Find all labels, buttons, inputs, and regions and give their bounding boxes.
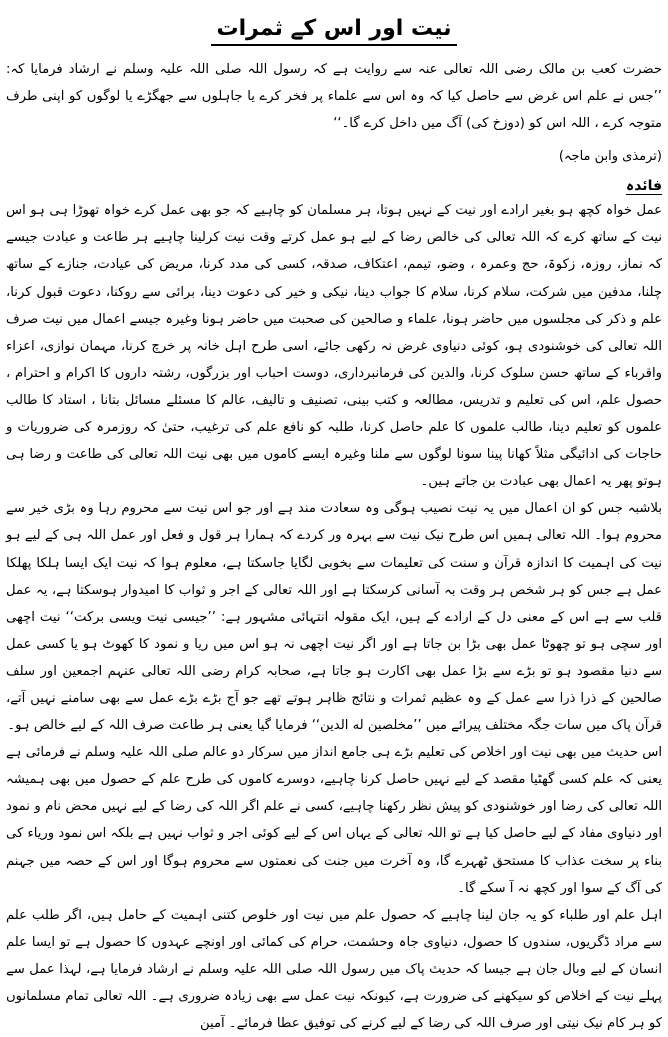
- faida-heading: [6, 175, 662, 197]
- paragraph-3: اس حدیث میں بھی نیت اور اخلاص کی تعلیم بڑے ہی جامع انداز میں سرکار دو عالم صلی اللہ علیہ وسلم نے فرمائی ہے یعنی کہ علم کسی گھٹیا مقصد کے لیے نہیں حاصل کرنا چاہیے، دوسرے کاموں کی طرح علم کے حصول میں بھی ہمیشہ اللہ تعالی کی رضا اور خوشنودی کو پیش نظر رکھنا چاہیے، کسی نے علم اگر اللہ کی رضا کے لیے نہیں محض نام و نمود اور دنیاوی مفاد کے لیے حاصل کیا ہے تو اللہ تعالی کے یہاں اس کے لیے کوئی اجر و ثواب نہیں ہے بلکہ اس نمود وریاء کی بناء پر سخت عذاب کا مستحق ٹھہرے گا، وہ آخرت میں جنت کی نعمتوں سے محروم ہوگا اور اس کے حصہ میں جہنم کی آگ کے سوا اور کچھ نہ آ سکے گا۔: [6, 745, 662, 896]
- article-title-text: نیت اور اس کے ثمرات: [211, 14, 458, 46]
- paragraph-2: بلاشبہ جس کو ان اعمال میں یہ نیت نصیب ہوگی وہ سعادت مند ہے اور جو اس نیت سے محروم رہا وہ بڑی خیر سے محروم ہوا۔ اللہ تعالی ہمیں اس طرح نیک نیت سے بہرہ ور کردے کہ ہمارا ہر قول و فعل اور عمل اللہ ہی کے لیے ہو نیت کی اہمیت کا اندازہ قرآن و سنت کی تعلیمات سے بخوبی لگایا جاسکتا ہے، معلوم ہوا کہ نیت ایک ایسا ہلکا پھلکا عمل ہے جس کو ہر شخص ہر وقت بہ آسانی کرسکتا ہے اور اللہ تعالی کے اجر و ثواب کا امیدوار ہوسکتا ہے، یہ عمل قلب سے ہے اس کے معنی دل کے ارادے کے ہیں، ایک مقولہ انتہائی مشہور ہے: ’’جیسی نیت ویسی برکت‘‘ نیت اچھی اور سچی ہو تو چھوٹا عمل بھی بڑا بن جاتا ہے اور اگر نیت اچھی نہ ہو اس میں ریا و نمود کا کھوٹ ہو یا کسی عمل سے دنیا مقصود ہو تو بڑے سے بڑا عمل بھی اکارت ہو جاتا ہے، صحابہ کرام رضی اللہ تعالی عنہم اجمعین اور سلف صالحین کے ذرا ذرا سے عمل کے وہ عظیم ثمرات و نتائج ظاہر ہوتے تھے جو آج بڑے بڑے عمل سے بھی سامنے نہیں آتے، قرآن پاک میں سات جگہ مختلف پیرائے میں ’’مخلصین له الدین‘‘ فرمایا گیا یعنی ہر طاعت صرف اللہ کے لیے خالص ہو۔: [6, 501, 662, 734]
- paragraph-4: اہل علم اور طلباء کو یہ جان لینا چاہیے کہ حصول علم میں نیت اور خلوص کتنی اہمیت کے حامل ہیں، اگر طلب علم سے مراد ڈگریوں، سندوں کا حصول، دنیاوی جاہ وحشمت، حرام کی کمائی اور اونچے عہدوں کا حصول ہے تو ایسا علم انسان کے لیے وبال جان ہے جیسا کہ حدیث پاک میں رسول اللہ صلی اللہ علیہ وسلم نے ارشاد فرمایا ہے، لہذا عمل سے پہلے نیت کے اخلاص کو سیکھنے کی ضرورت ہے، کیونکہ نیت عمل سے بھی زیادہ ضروری ہے۔ اللہ تعالی تمام مسلمانوں کو ہر کام نیک نیتی اور صرف اللہ کی رضا کے لیے کرنے کی توفیق عطا فرمائے۔ آمین: [6, 907, 662, 1032]
- faida-heading-text: فائدہ: [626, 178, 662, 195]
- hadith-reference: (ترمذی وابن ماجہ): [558, 149, 662, 165]
- article-title: [6, 14, 662, 46]
- paragraph-1: عمل خواہ کچھ ہو بغیر ارادے اور نیت کے نہیں ہوتا، ہر مسلمان کو چاہیے کہ جو بھی عمل کرے خواہ تھوڑا ہی ہو اس نیت کے ساتھ کرے کہ اللہ تعالی کی خالص رضا کے لیے ہو عمل کرتے وقت نیت کرلینا چاہیے ہر طاعت و عبادت جیسے کہ نماز، روزہ، زکوۃ، حج وعمرہ ، وضو، تیمم، اعتکاف، صدقہ، کسی کی مدد کرنا، مریض کی عیادت، جنازے کے ساتھ چلنا، مدفین میں شرکت، سلام کرنا، سلام کا جواب دینا، نیکی و خیر کی دعوت دینا، برائی سے روکنا، دعوت قبول کرنا، علم و ذکر کی مجلسوں میں حاضر ہونا، علماء و صالحین کی صحبت میں حاضر ہونا وغیرہ جیسے اعمال میں نیت صرف اللہ تعالی کی خوشنودی ہو، کوئی دنیاوی غرض نہ رکھی جائے، اسی طرح اہل خانہ پر خرچ کرنا، مہمان نوازی، اعزاء واقرباء کے ساتھ حسن سلوک کرنا، والدین کی فرمانبرداری، دوست احباب اور بزرگوں، رشتہ داروں کا اکرام و احترام ، حصول علم، اس کی تعلیم و تدریس، مطالعہ و کتب بینی، تصنیف و تالیف، عالم کا مسئلے مسائل بتانا ، استاد کا طالب علموں کو تعلیم دینا، طالب علموں کا علم حاصل کرنا، طلبہ کو نافع علم کی ترغیب، حتیٰ کہ روزمرہ کی ضروریات و حاجات کی ادائیگی مثلاً کھانا پینا سونا لوگوں سے ملنا وغیرہ ایسے کاموں میں بھی نیت اللہ تعالی کی طاعت و رضا ہی ہوتو پھر یہ اعمال بھی عبادت بن جاتے ہیں۔: [6, 203, 662, 490]
- hadith-text: حضرت کعب بن مالک رضی اللہ تعالی عنہ سے روایت ہے کہ رسول اللہ صلی اللہ علیہ وسلم نے ارشاد فرمایا کہ: ’’جس نے علم اس غرض سے حاصل کیا کہ وہ اس سے علماء پر فخر کرے یا جاہلوں سے جھگڑے یا لوگوں کو اپنی طرف متوجہ کرے ، اللہ اس کو (دوزخ کی) آگ میں داخل کرے گا۔‘‘: [6, 62, 662, 132]
